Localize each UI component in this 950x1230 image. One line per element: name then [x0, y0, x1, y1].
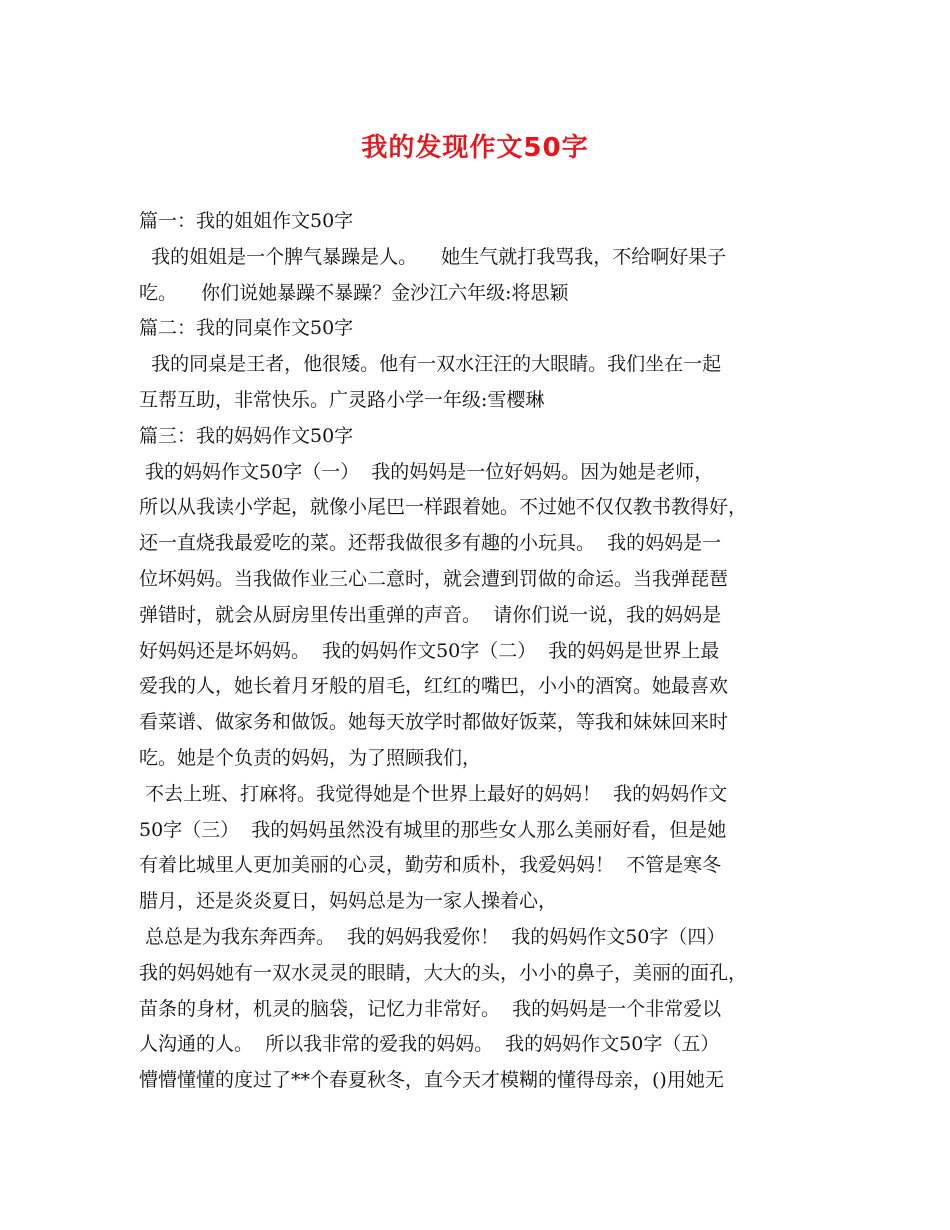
paragraph-line: 有着比城里人更加美丽的心灵，勤劳和质朴，我爱妈妈！ 不管是寒冬 — [139, 854, 722, 877]
section-heading-3: 篇三：我的妈妈作文50字 — [139, 424, 354, 447]
paragraph-line: 爱我的人，她长着月牙般的眉毛，红红的嘴巴，小小的酒窝。她最喜欢 — [139, 675, 729, 698]
paragraph-line: 吃。 你们说她暴躁不暴躁？金沙江六年级:将思颖 — [139, 281, 569, 304]
paragraph-line: 好妈妈还是坏妈妈。 我的妈妈作文50字（二） 我的妈妈是世界上最 — [139, 639, 720, 662]
paragraph-line: 不去上班、打麻将。我觉得她是个世界上最好的妈妈！ 我的妈妈作文 — [139, 782, 728, 805]
paragraph-line: 总总是为我东奔西奔。 我的妈妈我爱你！ 我的妈妈作文50字（四） — [139, 925, 726, 948]
paragraph-line: 吃。她是个负责的妈妈，为了照顾我们， — [139, 746, 482, 769]
page-title: 我的发现作文50字 — [361, 133, 589, 163]
paragraph-line: 我的妈妈作文50字（一） 我的妈妈是一位好妈妈。因为她是老师， — [139, 460, 714, 483]
paragraph-line: 我的妈妈她有一双水灵灵的眼睛，大大的头，小小的鼻子，美丽的面孔， — [139, 961, 748, 984]
paragraph-line: 苗条的身材，机灵的脑袋，记忆力非常好。 我的妈妈是一个非常爱以 — [139, 997, 722, 1020]
section-heading-2: 篇二：我的同桌作文50字 — [139, 317, 354, 340]
paragraph-line: 看菜谱、做家务和做饭。她每天放学时都做好饭菜，等我和妹妹回来时 — [139, 711, 729, 734]
paragraph-line: 腊月，还是炎炎夏日，妈妈总是为一家人操着心， — [139, 890, 558, 913]
paragraph-line: 我的同桌是王者，他很矮。他有一双水汪汪的大眼睛。我们坐在一起 — [139, 353, 722, 376]
paragraph-line: 位坏妈妈。当我做作业三心二意时，就会遭到罚做的命运。当我弹琵琶 — [139, 567, 729, 590]
paragraph-line: 互帮互助，非常快乐。广灵路小学一年级:雪樱琳 — [139, 388, 545, 411]
paragraph-line: 50字（三） 我的妈妈虽然没有城里的那些女人那么美丽好看，但是她 — [139, 818, 727, 841]
section-heading-1: 篇一：我的姐姐作文50字 — [139, 210, 354, 232]
article-body — [139, 204, 829, 1099]
paragraph-line: 懵懵懂懂的度过了**个春夏秋冬，直今天才模糊的懂得母亲，()用她无 — [139, 1069, 724, 1092]
paragraph-line: 还一直烧我最爱吃的菜。还帮我做很多有趣的小玩具。 我的妈妈是一 — [139, 532, 722, 555]
paragraph-line: 弹错时，就会从厨房里传出重弹的声音。 请你们说一说，我的妈妈是 — [139, 603, 722, 626]
paragraph-line: 人沟通的人。 所以我非常的爱我的妈妈。 我的妈妈作文50字（五） — [139, 1033, 720, 1056]
paragraph-line: 所以从我读小学起，就像小尾巴一样跟着她。不过她不仅仅教书教得好， — [139, 496, 748, 519]
paragraph-line: 我的姐姐是一个脾气暴躁是人。 她生气就打我骂我，不给啊好果子 — [139, 245, 727, 268]
